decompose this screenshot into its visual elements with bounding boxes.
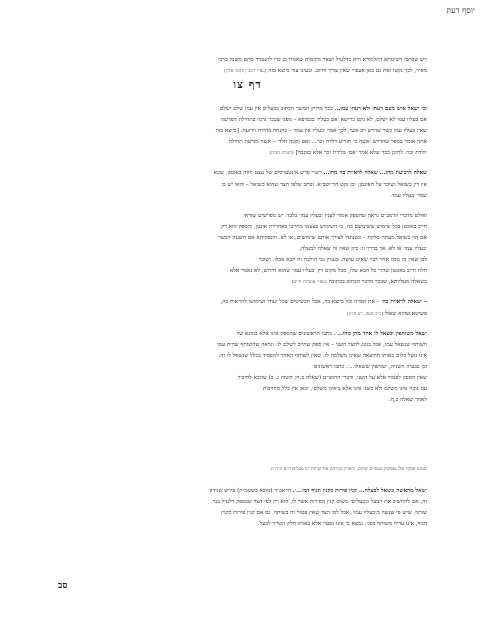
source-reference: (חנוכת הבית) (269, 151, 294, 157)
text-line: – ׳שאלה לראיית בה׳ – את הפרה וכל כיוצא בה, אבל תכשיטים שכל יעודו ושימושו להראות בה, (220, 299, 427, 306)
text-line: זה, אם להחשיב את הבעל כ׳בעלים׳ משום קנין הפירות אשר לו, הוא רק לפי הצד שבספק דלעיל בגר (212, 499, 427, 506)
text-line: עם נוכח אינו משלם ולא בשני אינו אלא ב׳אינו משלם׳, וכאן אין כלל מחויבות (262, 386, 427, 393)
text-line: חייב באונטן בכל שימוש ששימשם בה, כי השימוש בעצמו מחייבו באחריות אונטן, והספק הוא רק (221, 223, 427, 230)
source-reference: (עפ״י אוצרות חיים) (291, 280, 327, 286)
source-reference: (כ״כ מטה, רע תו׳ת) (346, 311, 384, 317)
text-line: יולדת זכר. להיכן בכך שלא אמר ׳אם׳ בלידת זכר אלא בנקבה] (חנוכת הבית) (269, 150, 427, 157)
text-line: השותף שנשאל עמו, אבל בגונג להצד השני – אין ספק שחייב לשלם לו. ונראה שהשותף שהיה עמו (217, 341, 427, 348)
text-line: מאיר, לכך נקטו זאת גם כאן אעפ״י שאין צורך וחיוב. וכעינו עוד כיוצא בזה (עפ״י רמב״ן ותוס׳ אלה) (224, 68, 427, 75)
text-line: ואולם מדברי הרמב״ם נראה שהספק אמור לענין ׳בעליו עמו׳ בלבד. יש מפרשים שודאי (243, 212, 427, 219)
page-number: סב (58, 581, 68, 591)
text-line: ויש שכתבו דשיטתא דתלמודא היא כדלעיל ושאר מקומות שאמרו כן כדי להעמיד סתם משנה כרבי (218, 57, 427, 63)
text-line: הגוף, אינו עדיף משותף בפני. נמצא כי אינו נפטר אלא באותו חלק השייך לבעל. (257, 521, 427, 528)
text-line: אתה אומר בספר שהדרש ׳אשה כי תזריע וילדה זכר... ואם נקבה תלד׳ – אשה מזרעת תחילה (228, 139, 427, 146)
text-line: ׳בעליו עמו׳ או לא. אך בדרך זו: כיון שאין זה שאלה למעלה, (299, 246, 427, 253)
text-line: ׳שאל משותפין ונשאל לו אחד מהן מהו...׳. כתבו הראשונים שהספק אינו אלא בגוונא של (236, 330, 427, 337)
text-line: אין דין כשואל ושוכר על האונטן; וכן נקט הר״יטב״א. וכתב שלפי הצד שהוא כשואל – והאי יש בו (221, 181, 427, 188)
text-line: שאלה לרביעת מהו... שאלה לראיית בה מהו... רש״י פרש אינטערסים של עצם חוזה באונטן, שכא (213, 170, 427, 177)
paragraph-lead: שאלה לרביעת מהו... שאלה לראיית בה מהו... (323, 170, 427, 177)
main-text (57, 104, 427, 406)
text-line: שאין בעליו עמו כשר שדרש רב אשי, לכך אמר ׳בעליו אין עמו׳ – כהנחה בהירה וידועה. [כיוצא בזה (215, 128, 427, 135)
text-line: בשאלה מעליותא, שבכך מדבר הכתוב בכתובה (עפ״י אוצרות חיים) (291, 279, 427, 286)
text-line: שותף, שיש פי שנשה מ׳בעליו עמו׳, אבל לפי הצד שאין פטור זה בשותף, גם אם קנין פירות כקנין (221, 510, 427, 517)
footnote-text: שמגנו פסקיו אלו נפסקוק בנעניים שונים. וראויין בגרונים אלו שיחת רב פעלים ה״א ה״ח ח. (269, 467, 427, 472)
text-line: ׳שאל מהאשה ונשאל לבעלה... קנין פירות כקנין הגוף דמי...׳. הראב״ד (מובא בשטמ״ק) פירש שנידון (209, 488, 427, 494)
top-paragraph (57, 55, 427, 77)
text-line: שמר ׳בעליו עמו׳. (389, 192, 427, 199)
footnote (57, 464, 427, 475)
paragraph-lead: ׳שאל מהאשה ונשאל לבעלה... קנין פירות כקנין הגוף דמי...׳. (292, 488, 427, 494)
text-line: תלה חייב באונטן שהרי כל הבא שלו, מכל מקום דין ׳בעליו עמו׳ שהוא חידוש, לא נאמר אלא (229, 268, 427, 275)
text-line: שאין הספק לפטור אלא על השני, ודברי הרמב״ם (שאלה ב,ח; השוה ג, ב) שהבא לחיבור (237, 374, 427, 381)
text-line: וכן בבעיה השניה, ׳שותפין ששאלו...׳. כתבו ראשונים (313, 363, 427, 370)
text-line: אינו נוטל כלום באותו ההוצאה שאינו משלמה לו. שאין לשותף האחר להפסיד בכלל שנשאל לו זה. (218, 352, 427, 359)
running-head: יוסף דעת (446, 6, 475, 15)
paragraph-lead: ׳שאל משותפין ונשאל לו אחד מהן מהו...׳. (333, 330, 427, 337)
text-line: אם בעליו עמו לא ישלם, לא נקט כרישא ׳אם בעליו׳ בכסיפא – מפני שכבר נרמז בתחילת הפרשה (220, 117, 427, 124)
text-line: לאחר שאלה ב,ח. (388, 397, 427, 404)
text-line: וכי ישאל איש מעם רעהו ולא רעהו עמו... בכך מדויק המשך הכתוב בבעלים אין עמו שלם ישלם. (218, 106, 427, 112)
bottom-paragraph (57, 486, 427, 530)
text-line: פשיטא שהוא שאול (כ״כ מטה, רע תו׳ת) (346, 310, 427, 317)
text-line: אם הוי כשואל מעתה סלקת – כשנוטל לצורך אותם שימושים, או לא. והנפקותא אם השעה הכשר (217, 234, 427, 241)
source-reference: (עפ״י רמב״ן ותוס׳ אלה) (224, 69, 267, 75)
paragraph-lead: וכי ישאל איש מעם רעהו ולא רעהו עמו... (334, 106, 427, 112)
paragraph-lead: ואולם מדברי הרמב״ם (380, 212, 427, 219)
daf-heading: דף צו (233, 78, 262, 91)
text-line: לכן שאין זה גובה אחר דבר שאינו עושה. בעניין גבי הולכה זה הבא אכלו. ושוכר (258, 257, 427, 264)
paragraph-lead: – ׳שאלה לראיית בה׳ (381, 299, 427, 306)
